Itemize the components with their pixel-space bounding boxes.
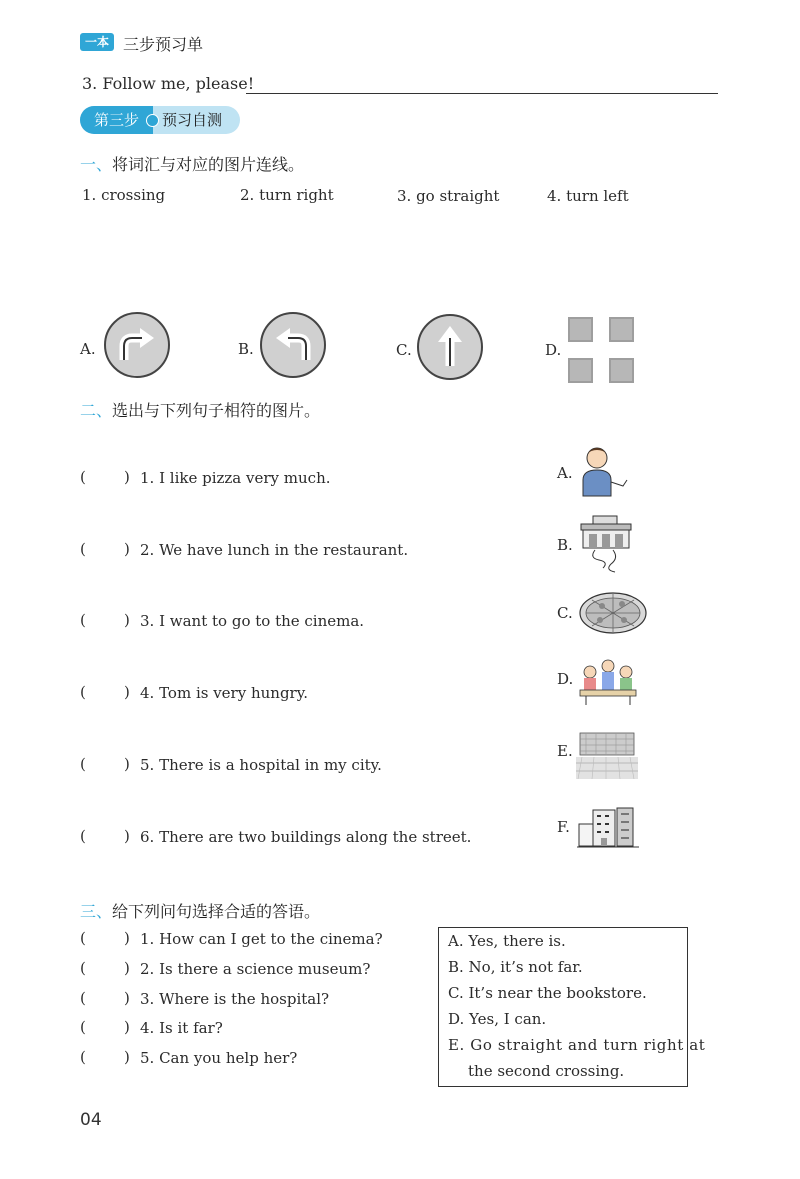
- step-dot-icon: [146, 114, 159, 127]
- section2-title: 选出与下列句子相符的图片。: [112, 401, 321, 420]
- turn-right-arrow-icon: [104, 312, 170, 378]
- family-dinner-icon: [576, 658, 640, 706]
- picture-label-d: D.: [545, 341, 562, 359]
- straight-arrow-icon: [417, 314, 483, 380]
- answer-paren-close: ): [124, 468, 130, 486]
- question-4: 4. Is it far?: [140, 1019, 223, 1037]
- page-number: 04: [80, 1110, 102, 1130]
- answer-paren-close: ): [124, 989, 130, 1007]
- answer-e-line1: E. Go straight and turn right at: [448, 1036, 706, 1054]
- word-1: 1. crossing: [82, 186, 166, 204]
- section3-title: 给下列问句选择合适的答语。: [112, 902, 321, 921]
- option-label-c: C.: [557, 604, 573, 622]
- answer-paren-open: (: [80, 989, 86, 1007]
- answer-a: A. Yes, there is.: [448, 932, 566, 950]
- step-title: 预习自测: [162, 111, 223, 129]
- word-2: 2. turn right: [240, 186, 334, 204]
- answer-paren-close: ): [124, 827, 130, 845]
- cinema-icon: [575, 514, 637, 574]
- question-3: 3. Where is the hospital?: [140, 990, 330, 1008]
- follow-me-line-text: 3. Follow me, please!: [82, 74, 255, 93]
- answer-paren-close: ): [124, 755, 130, 773]
- answer-paren-open: (: [80, 929, 86, 947]
- sentence-3: 3. I want to go to the cinema.: [140, 612, 365, 630]
- step-label: 第三步: [80, 106, 153, 134]
- picture-label-b: B.: [238, 340, 254, 358]
- answer-paren-open: (: [80, 1048, 86, 1066]
- crossing-icon: [567, 316, 635, 384]
- picture-label-a: A.: [80, 340, 96, 358]
- sentence-5: 5. There is a hospital in my city.: [140, 756, 382, 774]
- word-3: 3. go straight: [397, 187, 500, 205]
- question-2: 2. Is there a science museum?: [140, 960, 371, 978]
- question-5: 5. Can you help her?: [140, 1049, 298, 1067]
- sentence-1: 1. I like pizza very much.: [140, 469, 331, 487]
- answer-paren-close: ): [124, 1048, 130, 1066]
- section1-heading: [80, 152, 304, 175]
- sentence-6: 6. There are two buildings along the street.: [140, 828, 472, 846]
- option-label-e: E.: [557, 742, 573, 760]
- buildings-icon: [577, 806, 639, 850]
- question-1: 1. How can I get to the cinema?: [140, 930, 383, 948]
- option-label-f: F.: [557, 818, 570, 836]
- answer-paren-open: (: [80, 827, 86, 845]
- section3-heading: [80, 899, 320, 922]
- answer-paren-open: (: [80, 755, 86, 773]
- sentence-2: 2. We have lunch in the restaurant.: [140, 541, 409, 559]
- section1-number: 一、: [80, 155, 113, 174]
- turn-left-arrow-icon: [260, 312, 326, 378]
- section1-title: 将词汇与对应的图片连线。: [112, 155, 305, 174]
- answer-c: C. It’s near the bookstore.: [448, 984, 647, 1002]
- answer-paren-close: ): [124, 1018, 130, 1036]
- picture-label-c: C.: [396, 341, 412, 359]
- answer-d: D. Yes, I can.: [448, 1010, 547, 1028]
- section2-heading: [80, 398, 320, 421]
- sentence-4: 4. Tom is very hungry.: [140, 684, 308, 702]
- answer-paren-close: ): [124, 540, 130, 558]
- answer-paren-open: (: [80, 468, 86, 486]
- boy-icon: [575, 442, 631, 498]
- section2-number: 二、: [80, 401, 113, 420]
- answer-paren-close: ): [124, 611, 130, 629]
- book-logo-badge: 一本: [80, 33, 114, 51]
- option-label-d: D.: [557, 670, 574, 688]
- answer-paren-close: ): [124, 959, 130, 977]
- answer-paren-close: ): [124, 683, 130, 701]
- answer-paren-open: (: [80, 540, 86, 558]
- answer-e-line2: the second crossing.: [468, 1062, 625, 1080]
- word-4: 4. turn left: [547, 187, 629, 205]
- answer-paren-open: (: [80, 1018, 86, 1036]
- answer-paren-open: (: [80, 959, 86, 977]
- option-label-a: A.: [557, 464, 573, 482]
- section3-number: 三、: [80, 902, 113, 921]
- street-icon: [576, 727, 638, 781]
- answer-paren-close: ): [124, 929, 130, 947]
- option-label-b: B.: [557, 536, 573, 554]
- answer-blank-line: [246, 93, 718, 94]
- answer-paren-open: (: [80, 683, 86, 701]
- answer-b: B. No, it’s not far.: [448, 958, 583, 976]
- pizza-icon: [578, 590, 648, 636]
- header-title: 三步预习单: [123, 35, 204, 54]
- answer-paren-open: (: [80, 611, 86, 629]
